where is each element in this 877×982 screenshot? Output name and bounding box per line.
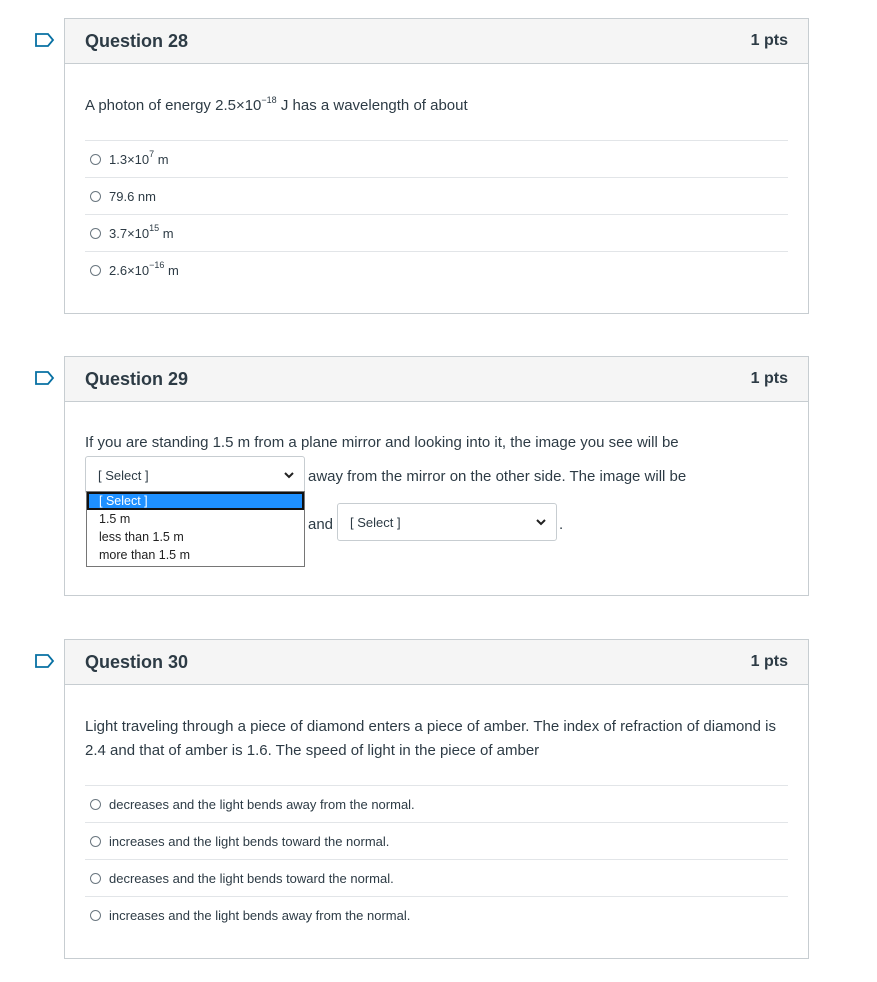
answer-option[interactable] — [85, 785, 788, 822]
question-28 — [64, 18, 809, 314]
radio-button[interactable] — [90, 910, 101, 921]
dropdown-option[interactable]: less than 1.5 m — [99, 530, 184, 544]
answer-label: decreases and the light bends toward the normal. — [109, 870, 394, 886]
answer-option[interactable] — [85, 822, 788, 859]
answer-label: 79.6 nm — [109, 188, 156, 204]
period-text: . — [559, 516, 564, 533]
select-value: [ Select ] — [98, 467, 149, 483]
select-distance[interactable] — [85, 456, 305, 494]
answer-option[interactable] — [85, 251, 788, 288]
bookmark-flag-icon[interactable] — [35, 33, 55, 47]
question-points: 1 pts — [750, 653, 788, 670]
question-title: Question 29 — [85, 368, 189, 389]
question-prompt: A photon of energy $2.5\times 10^{-18}$ J has a wavelength of about — [85, 95, 468, 114]
select-dropdown-list[interactable] — [86, 491, 305, 567]
answer-option[interactable] — [85, 214, 788, 251]
answer-option[interactable] — [85, 896, 788, 933]
select-image-type[interactable] — [337, 503, 557, 541]
radio-button[interactable] — [90, 228, 101, 239]
answer-label: increases and the light bends toward the normal. — [109, 833, 390, 849]
question-header — [65, 19, 808, 64]
prompt-continuation: away from the mirror on the other side. The image will be — [308, 468, 687, 485]
answer-label: decreases and the light bends away from the normal. — [109, 796, 415, 812]
answer-label: $2.6\times 10^{-16}$ m — [109, 260, 179, 278]
question-prompt: If you are standing 1.5 m from a plane mirror and looking into it, the image you see will be — [85, 434, 679, 451]
question-prompt: Light traveling through a piece of diamond enters a piece of amber. The index of refraction of diamond is 2.4 and that of amber is 1.6. The speed of light in the piece of amber — [85, 718, 776, 759]
chevron-down-icon — [534, 515, 548, 529]
answer-label: increases and the light bends away from the normal. — [109, 907, 411, 923]
question-30 — [64, 639, 809, 959]
dropdown-option[interactable]: [ Select ] — [87, 492, 304, 510]
select-value: [ Select ] — [350, 514, 401, 530]
and-text: and — [308, 516, 334, 533]
bookmark-flag-icon[interactable] — [35, 371, 55, 385]
question-header — [65, 357, 808, 402]
question-points: 1 pts — [750, 370, 788, 387]
dropdown-option[interactable]: 1.5 m — [99, 512, 131, 526]
chevron-down-icon — [282, 468, 296, 482]
radio-button[interactable] — [90, 799, 101, 810]
question-title: Question 30 — [85, 651, 189, 672]
question-points: 1 pts — [750, 32, 788, 49]
answer-label: $3.7\times 10^{15}$ m — [109, 223, 174, 241]
radio-button[interactable] — [90, 154, 101, 165]
radio-button[interactable] — [90, 191, 101, 202]
dropdown-option[interactable]: more than 1.5 m — [99, 548, 191, 562]
question-title: Question 28 — [85, 30, 189, 51]
question-header — [65, 640, 808, 685]
radio-button[interactable] — [90, 873, 101, 884]
radio-button[interactable] — [90, 265, 101, 276]
radio-button[interactable] — [90, 836, 101, 847]
answer-option[interactable] — [85, 140, 788, 177]
answer-option[interactable] — [85, 859, 788, 896]
answer-option[interactable] — [85, 177, 788, 214]
bookmark-flag-icon[interactable] — [35, 654, 55, 668]
answer-label: $1.3\times 10^7$ m — [109, 149, 169, 167]
